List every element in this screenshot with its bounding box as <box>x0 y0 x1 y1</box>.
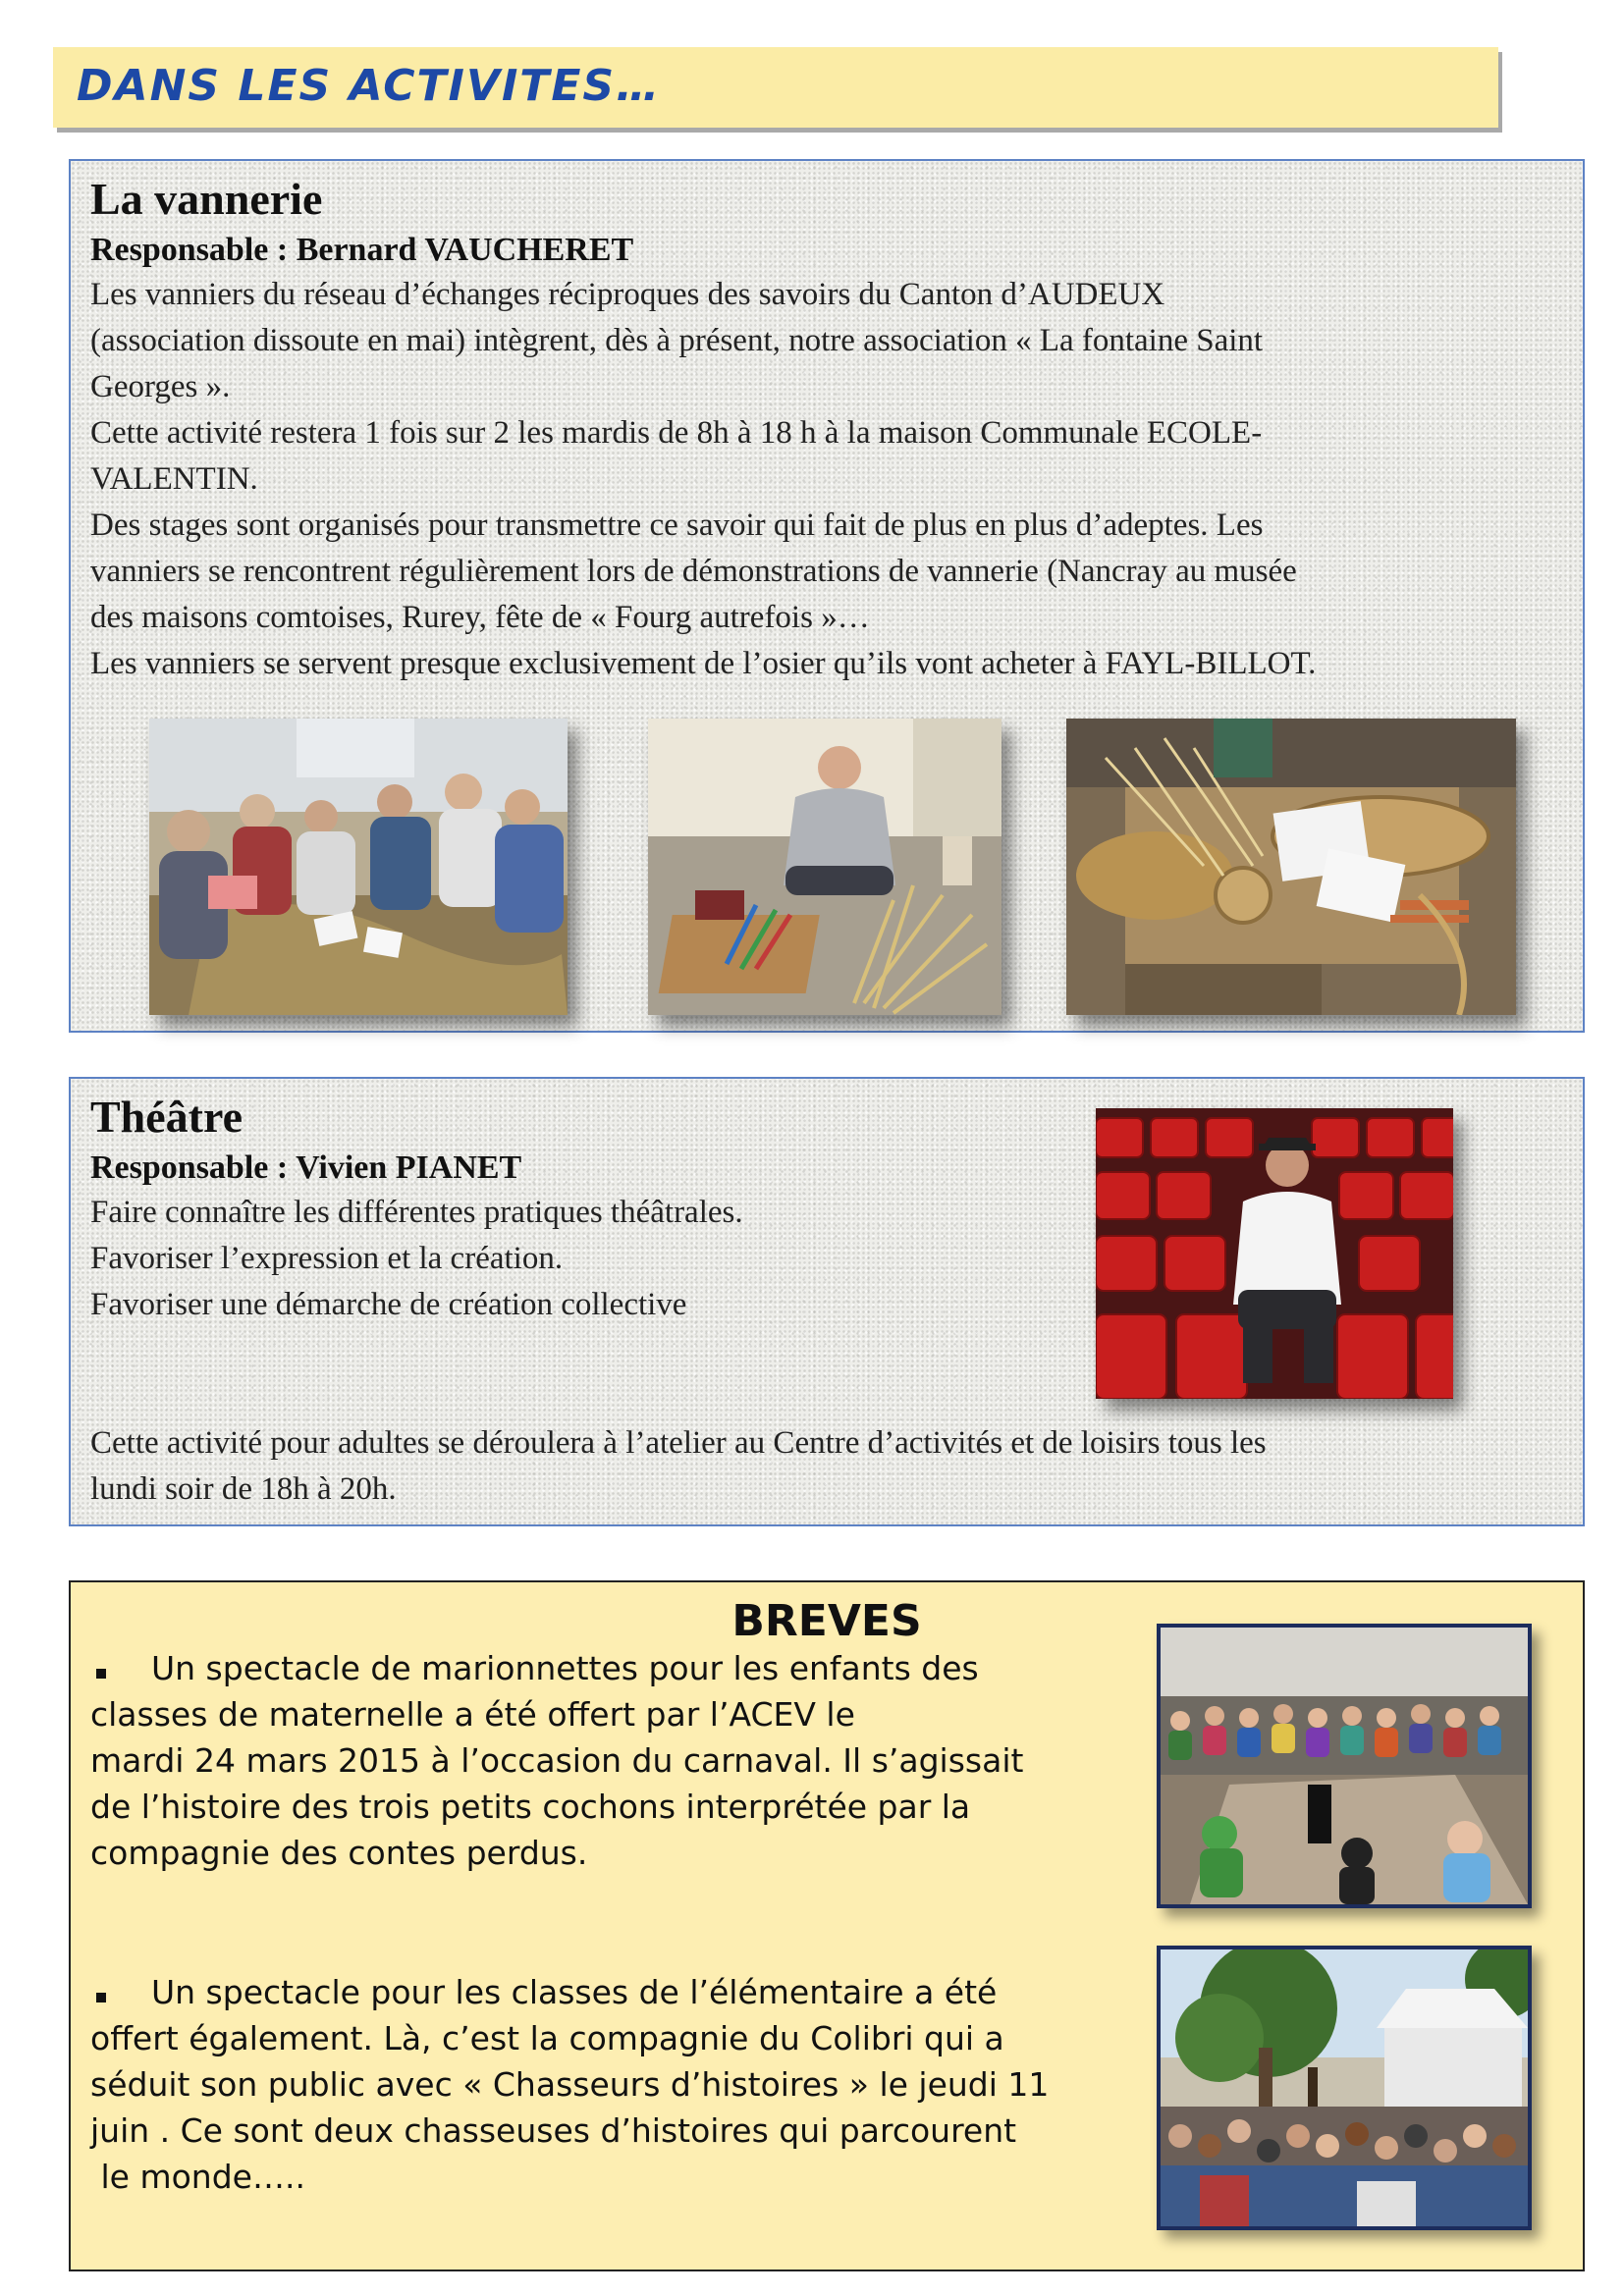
banner-title: DANS LES ACTIVITES… <box>77 61 662 111</box>
bullet-1 <box>96 1669 106 1679</box>
theatre-responsable: Responsable : Vivien PIANET <box>90 1149 522 1186</box>
breves-item2-line: offert également. Là, c’est la compagnie du Colibri qui a <box>90 2019 1004 2057</box>
breves-item1-line: de l’histoire des trois petits cochons interprétée par la <box>90 1788 971 1826</box>
breves-item2-line: juin . Ce sont deux chasseuses d’histoires qui parcourent <box>90 2111 1017 2150</box>
breves-photo-carnival <box>1157 1624 1532 1908</box>
vannerie-box <box>69 159 1585 1033</box>
vannerie-title: La vannerie <box>90 174 323 224</box>
vannerie-photo-basket-image <box>1066 719 1516 1015</box>
theatre-line: Faire connaître les différentes pratiques théâtrales. <box>90 1195 743 1230</box>
vannerie-responsable: Responsable : Bernard VAUCHERET <box>90 232 634 268</box>
vannerie-photo-man-image <box>648 719 1001 1015</box>
theatre-footer-line: lundi soir de 18h à 20h. <box>90 1471 397 1507</box>
bullet-2 <box>96 1993 106 2002</box>
breves-item1-line: compagnie des contes perdus. <box>90 1834 588 1872</box>
theatre-photo <box>1096 1108 1453 1399</box>
breves-box <box>69 1580 1585 2271</box>
breves-item1-line: mardi 24 mars 2015 à l’occasion du carnaval. Il s’agissait <box>90 1741 1024 1780</box>
theatre-photo-image <box>1096 1108 1453 1399</box>
vannerie-line: VALENTIN. <box>90 461 258 497</box>
theatre-line: Favoriser l’expression et la création. <box>90 1241 564 1276</box>
vannerie-line: Les vanniers se servent presque exclusivement de l’osier qu’ils vont acheter à FAYL-BILLOT. <box>90 646 1317 681</box>
vannerie-photo-group <box>149 719 568 1015</box>
vannerie-photo-group-image <box>149 719 568 1015</box>
breves-item2-line: Un spectacle pour les classes de l’élémentaire a été <box>151 1973 998 2011</box>
breves-photo-carnival-image <box>1161 1628 1528 1904</box>
vannerie-line: Georges ». <box>90 369 231 404</box>
breves-item2-line: le monde….. <box>90 2158 305 2196</box>
breves-photo-outdoor <box>1157 1946 1532 2230</box>
breves-item1-line: classes de maternelle a été offert par l’ACEV le <box>90 1695 855 1734</box>
vannerie-line: des maisons comtoises, Rurey, fête de « Fourg autrefois »… <box>90 600 870 635</box>
vannerie-line: (association dissoute en mai) intègrent, dès à présent, notre association « La fontaine Saint <box>90 323 1264 358</box>
theatre-box <box>69 1077 1585 1526</box>
section-banner <box>53 47 1498 128</box>
breves-item1-line: Un spectacle de marionnettes pour les enfants des <box>151 1649 979 1687</box>
vannerie-line: vanniers se rencontrent régulièrement lors de démonstrations de vannerie (Nancray au musée <box>90 554 1297 589</box>
breves-photo-outdoor-image <box>1161 1949 1528 2226</box>
breves-title: BREVES <box>731 1596 922 1646</box>
theatre-footer-line: Cette activité pour adultes se déroulera à l’atelier au Centre d’activités et de loisirs tous les <box>90 1425 1267 1461</box>
vannerie-line: Des stages sont organisés pour transmettre ce savoir qui fait de plus en plus d’adeptes. Les <box>90 507 1264 543</box>
breves-item2-line: séduit son public avec « Chasseurs d’histoires » le jeudi 11 <box>90 2065 1050 2104</box>
theatre-line: Favoriser une démarche de création collective <box>90 1287 687 1322</box>
vannerie-line: Cette activité restera 1 fois sur 2 les mardis de 8h à 18 h à la maison Communale ECOLE- <box>90 415 1263 451</box>
vannerie-photo-man <box>648 719 1001 1015</box>
theatre-title: Théâtre <box>90 1092 244 1142</box>
vannerie-line: Les vanniers du réseau d’échanges réciproques des savoirs du Canton d’AUDEUX <box>90 277 1165 312</box>
vannerie-photo-basket <box>1066 719 1516 1015</box>
